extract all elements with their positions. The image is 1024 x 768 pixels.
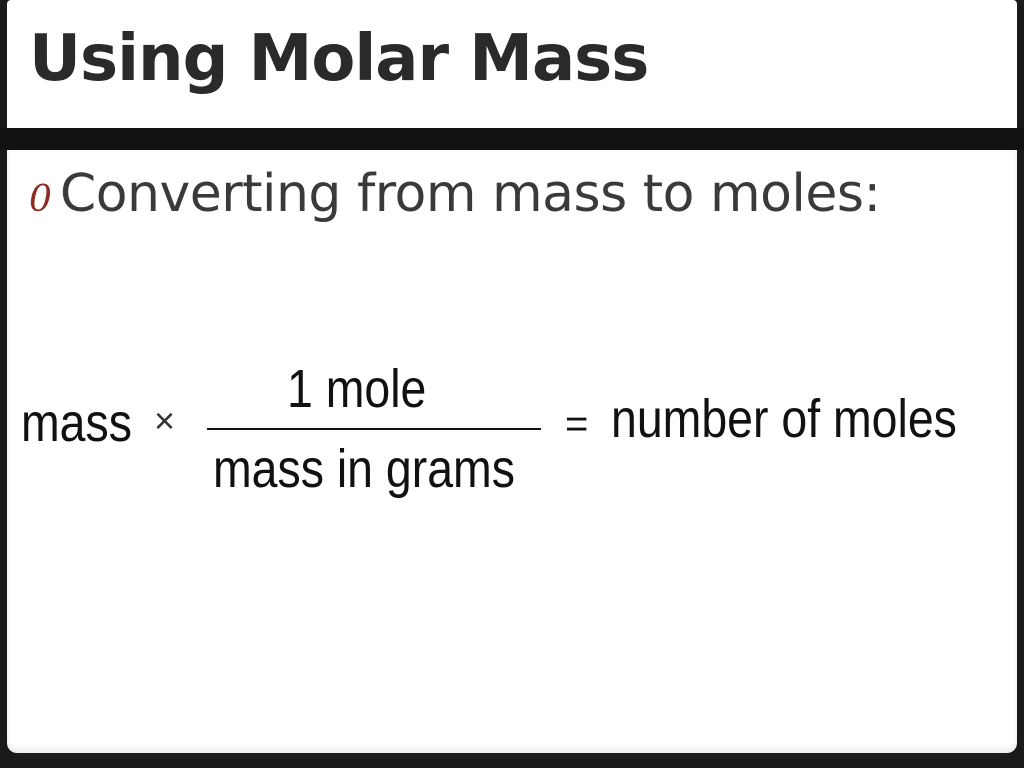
fraction-bar bbox=[207, 428, 541, 430]
bullet-text: Converting from mass to moles: bbox=[59, 164, 881, 224]
equation-equals-sign: = bbox=[565, 402, 589, 446]
slide-title: Using Molar Mass bbox=[29, 22, 649, 96]
bullet-marker-icon: 0 bbox=[29, 179, 52, 220]
equation-mass-term: mass bbox=[21, 393, 132, 453]
title-panel bbox=[7, 0, 1017, 128]
title-divider bbox=[0, 128, 1024, 150]
bullet-item bbox=[29, 164, 881, 224]
equation-result: number of moles bbox=[611, 389, 957, 449]
equation-numerator: 1 mole bbox=[287, 359, 427, 419]
equation-denominator: mass in grams bbox=[213, 439, 515, 499]
content-panel bbox=[7, 150, 1017, 753]
equation-multiply-sign: × bbox=[154, 400, 176, 441]
